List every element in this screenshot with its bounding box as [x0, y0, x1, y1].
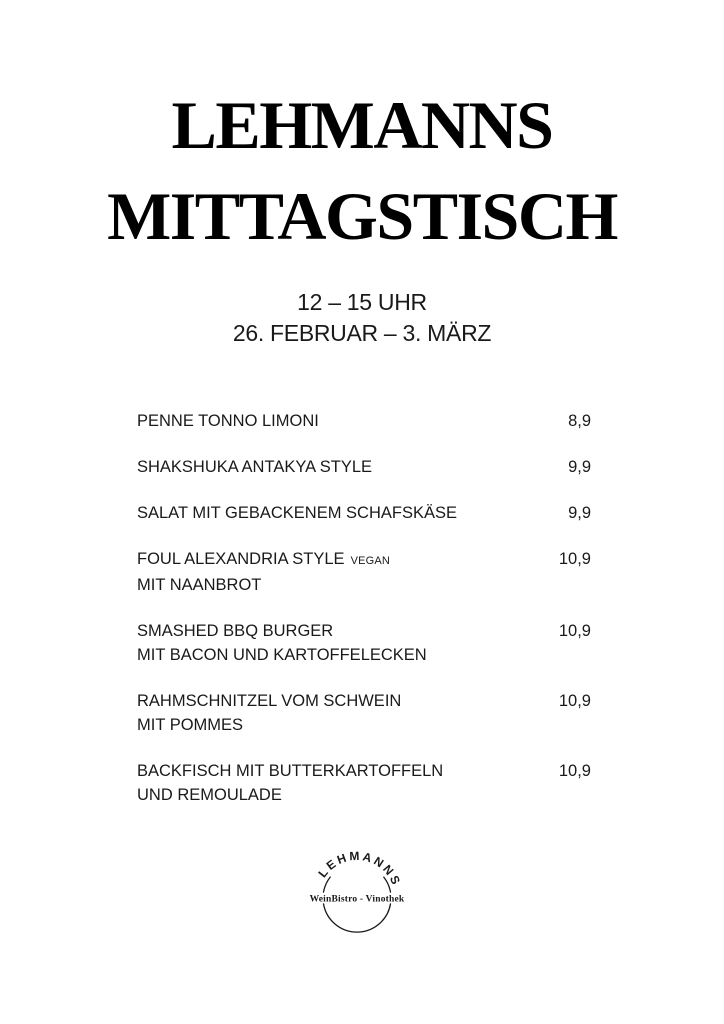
item-price: 10,9: [558, 622, 591, 640]
item-name-block: [137, 619, 559, 667]
menu-item-row: [137, 409, 591, 433]
item-detail: MIT NAANBROT: [137, 576, 262, 594]
item-name: BACKFISCH MIT BUTTERKARTOFFELN: [137, 762, 444, 780]
item-name: SALAT MIT GEBACKENEM SCHAFSKÄSE: [137, 504, 458, 522]
item-name: PENNE TONNO LIMONI: [137, 412, 319, 430]
item-price: 10,9: [558, 762, 591, 780]
item-name-line: [137, 759, 559, 783]
logo-subtext: WeinBistro - Vinothek: [309, 894, 405, 905]
item-name-block: [137, 689, 559, 737]
item-name-block: [137, 759, 559, 807]
menu-item-row: [137, 689, 591, 737]
page-title-line1: LEHMANNS: [171, 87, 553, 163]
item-price: 9,9: [568, 504, 591, 522]
item-name-line: [137, 455, 568, 479]
item-name: SMASHED BBQ BURGER: [137, 622, 334, 640]
page-title: [0, 80, 724, 262]
menu-subtitle: [0, 287, 724, 349]
page-title-line2: MITTAGSTISCH: [107, 178, 617, 254]
menu-item-row: [137, 619, 591, 667]
menu-list: [137, 409, 591, 829]
item-price: 9,9: [568, 458, 591, 476]
item-name-line: [137, 689, 559, 713]
logo-emblem: [297, 838, 417, 958]
item-detail: UND REMOULADE: [137, 786, 282, 804]
logo: [297, 838, 417, 958]
item-price: 8,9: [568, 412, 591, 430]
item-name-block: [137, 547, 559, 597]
item-name-block: [137, 455, 568, 479]
item-price: 10,9: [558, 692, 591, 710]
menu-item-row: [137, 547, 591, 597]
logo-arc-text: LEHMANNS: [315, 848, 404, 889]
item-name: RAHMSCHNITZEL VOM SCHWEIN: [137, 692, 402, 710]
item-tag: VEGAN: [350, 555, 391, 567]
menu-items: [137, 409, 591, 807]
date-range: 26. FEBRUAR – 3. MÄRZ: [232, 320, 492, 346]
item-name-block: [137, 501, 568, 525]
logo-circle: [324, 877, 391, 932]
item-name-line: [137, 501, 568, 525]
item-name-line: [137, 547, 559, 573]
opening-hours: 12 – 15 UHR: [297, 289, 427, 315]
menu-item-row: [137, 455, 591, 479]
item-name-block: [137, 409, 568, 433]
item-name-line: [137, 409, 568, 433]
menu-item-row: [137, 501, 591, 525]
item-detail: MIT POMMES: [137, 716, 244, 734]
item-detail: MIT BACON UND KARTOFFELECKEN: [137, 646, 427, 664]
item-name-line: [137, 619, 559, 643]
item-name: SHAKSHUKA ANTAKYA STYLE: [137, 458, 373, 476]
item-price: 10,9: [558, 550, 591, 568]
item-name: FOUL ALEXANDRIA STYLE: [137, 550, 345, 568]
menu-item-row: [137, 759, 591, 807]
